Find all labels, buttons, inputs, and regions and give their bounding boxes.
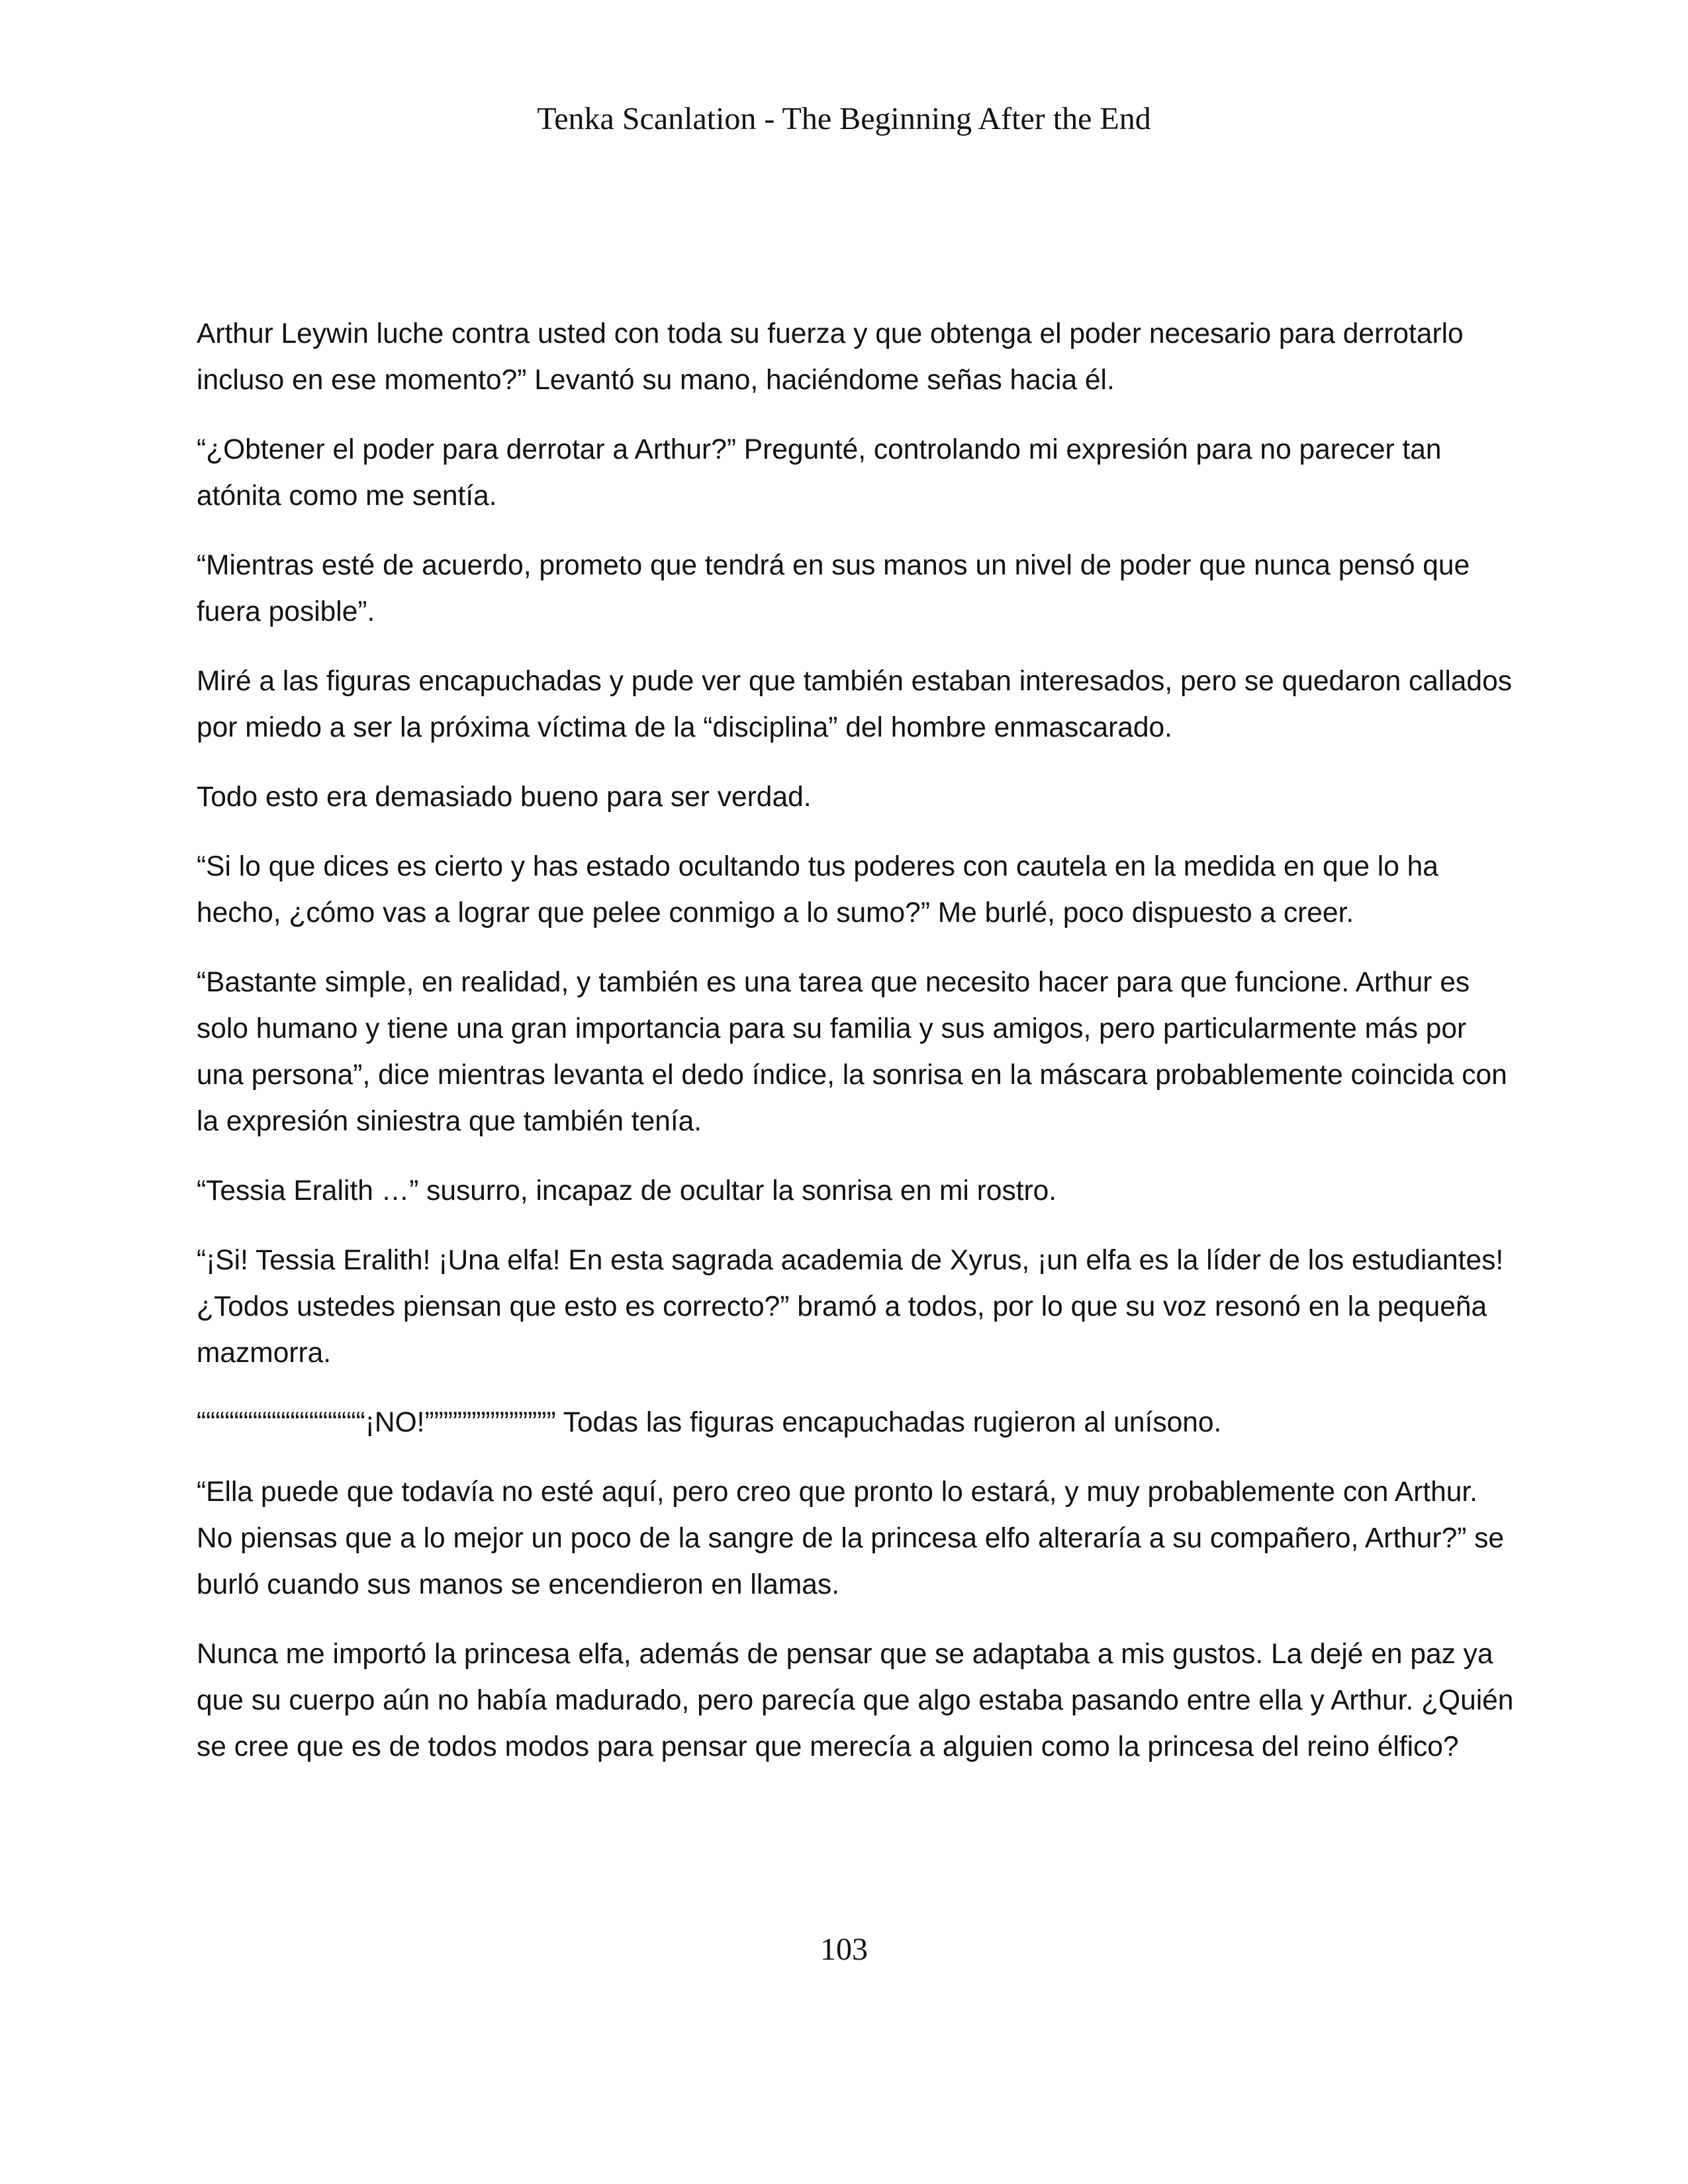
- paragraph: Arthur Leywin luche contra usted con toda su fuerza y que obtenga el poder necesario para derrotarlo incluso en ese momento?” Levantó su mano, haciéndome señas hacia él.: [197, 318, 1464, 396]
- paragraph: “Ella puede que todavía no esté aquí, pero creo que pronto lo estará, y muy probablemente con Arthur. No piensas que a lo mejor un poco de la sangre de la princesa elfo alteraría a su compañero, Arthur?” se burló cuando sus manos se encendieron en llamas.: [197, 1477, 1505, 1600]
- paragraph: “Bastante simple, en realidad, y también es una tarea que necesito hacer para que funcione. Arthur es solo humano y tiene una gran importancia para su familia y sus amigos, pero particularmente más por una persona”, dice mientras levanta el dedo índice, la sonrisa en la máscara probablemente coincida con la expresión siniestra que también tenía.: [197, 967, 1507, 1137]
- body-text: [197, 311, 1514, 1794]
- paragraph: “¡Si! Tessia Eralith! ¡Una elfa! En esta sagrada academia de Xyrus, ¡un elfa es la líder de los estudiantes! ¿Todos ustedes piensan que esto es correcto?” bramó a todos, por lo que su voz resonó en la pequeña mazmorra.: [197, 1245, 1504, 1369]
- paragraph: ““““““““““““““““““¡NO!”””””””””””””” Todas las figuras encapuchadas rugieron al unísono.: [197, 1407, 1222, 1438]
- paragraph: Nunca me importó la princesa elfa, además de pensar que se adaptaba a mis gustos. La dejé en paz ya que su cuerpo aún no había madurado, pero parecía que algo estaba pasando entre ella y Arthur. ¿Quién se cree que es de todos modos para pensar que merecía a alguien como la princesa del reino élfico?: [197, 1639, 1514, 1762]
- paragraph: “Tessia Eralith …” susurro, incapaz de ocultar la sonrisa en mi rostro.: [197, 1175, 1057, 1206]
- paragraph: Miré a las figuras encapuchadas y pude ver que también estaban interesados, pero se quedaron callados por miedo a ser la próxima víctima de la “disciplina” del hombre enmascarado.: [197, 666, 1512, 743]
- paragraph: “¿Obtener el poder para derrotar a Arthur?” Pregunté, controlando mi expresión para no parecer tan atónita como me sentía.: [197, 434, 1442, 512]
- page-number: 103: [820, 1932, 868, 1967]
- paragraph: Todo esto era demasiado bueno para ser verdad.: [197, 782, 812, 813]
- page-header: Tenka Scanlation - The Beginning After the End: [537, 101, 1151, 136]
- paragraph: “Mientras esté de acuerdo, prometo que tendrá en sus manos un nivel de poder que nunca pensó que fuera posible”.: [197, 550, 1470, 627]
- paragraph: “Si lo que dices es cierto y has estado ocultando tus poderes con cautela en la medida en que lo ha hecho, ¿cómo vas a lograr que pelee conmigo a lo sumo?” Me burlé, poco dispuesto a creer.: [197, 851, 1438, 929]
